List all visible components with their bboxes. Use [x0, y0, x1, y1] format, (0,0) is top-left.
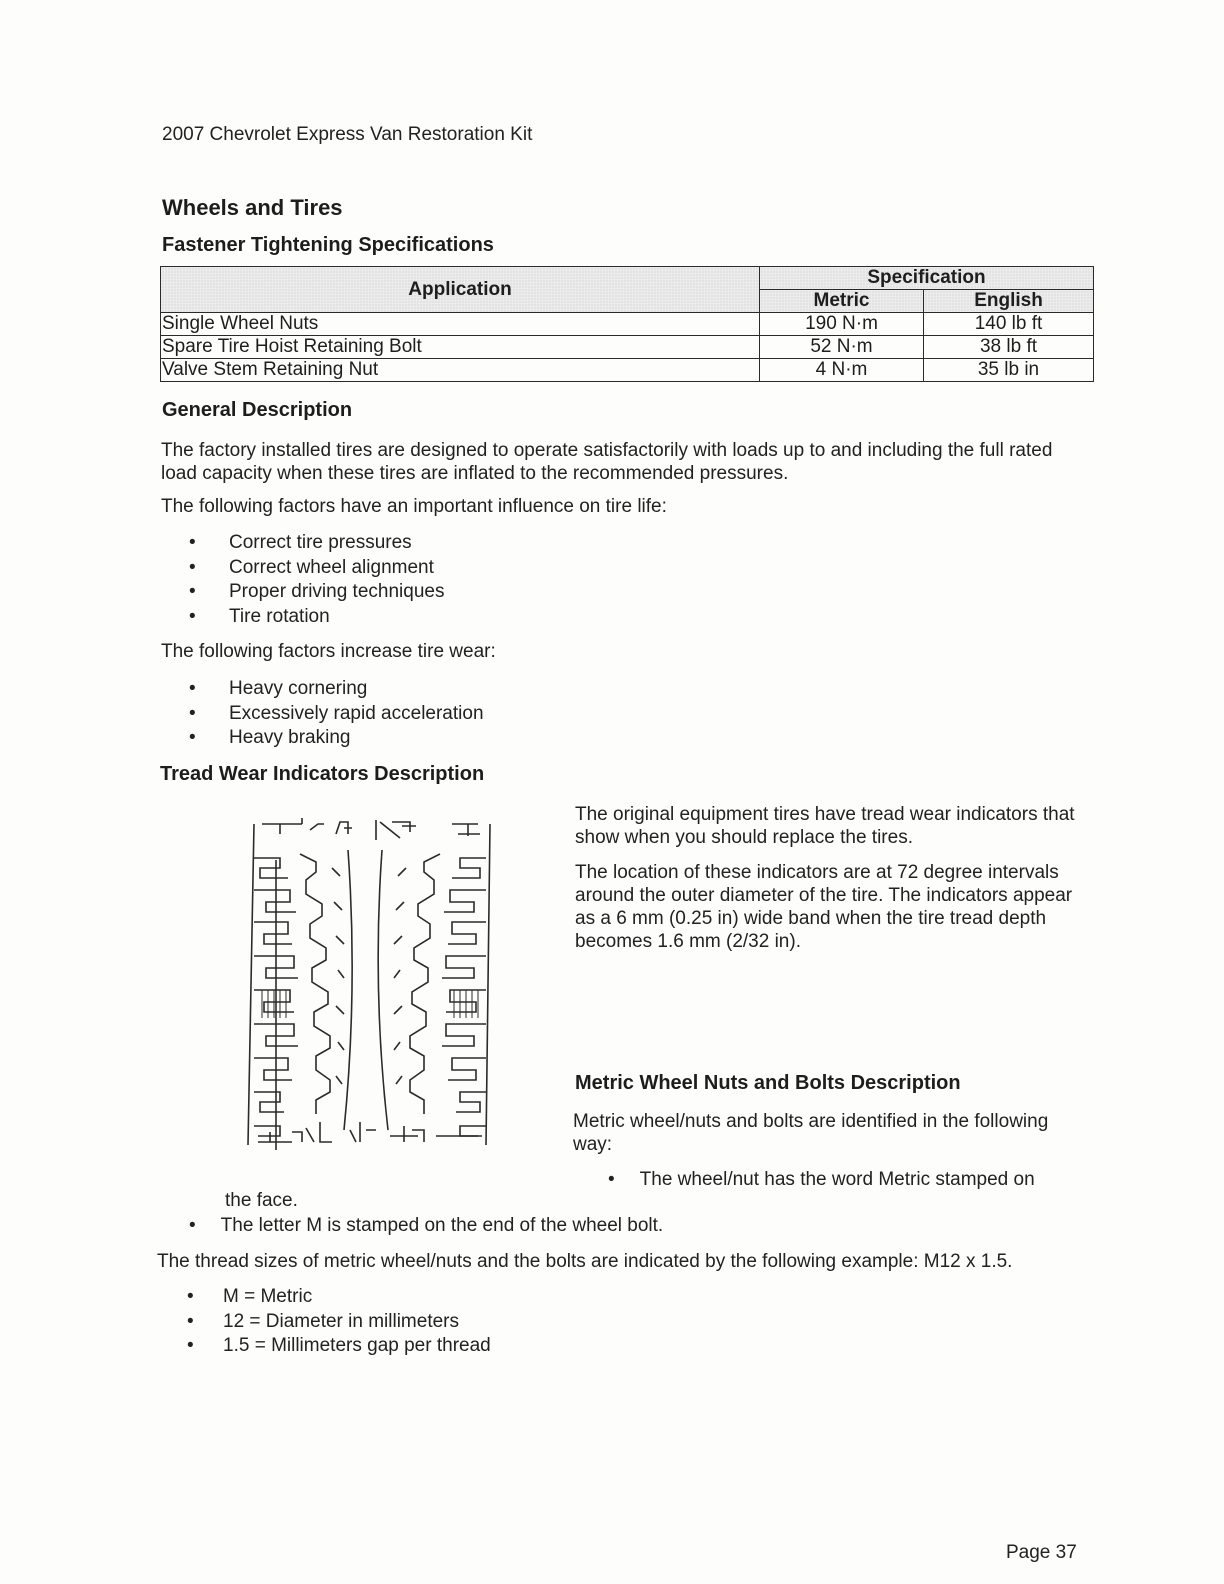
column-header-application: Application — [161, 267, 760, 313]
section-heading-general-description: General Description — [162, 399, 353, 421]
tread-paragraph-1: The original equipment tires have tread wear indicators that show when you should replace the tires. — [575, 804, 1075, 848]
list-item: • Tire rotation — [189, 605, 444, 630]
bullet-dot: • — [608, 1169, 615, 1190]
metric-intro: Metric wheel/nuts and bolts are identified in the following way: — [573, 1111, 1049, 1155]
table-row — [161, 359, 1094, 382]
table-cell-english: 38 lb ft — [924, 336, 1094, 359]
list-item: • 1.5 = Millimeters gap per thread — [187, 1334, 491, 1359]
table-cell-metric: 190 N·m — [760, 313, 924, 336]
general-paragraph-1: The factory installed tires are designed to operate satisfactorily with loads up to and including the full rated load capacity when these tires are inflated to the recommended pressures. — [161, 440, 1053, 484]
fastener-spec-table — [160, 266, 1094, 382]
metric-bullet-2-text: The letter M is stamped on the end of the wheel bolt. — [220, 1215, 664, 1236]
general-paragraph-2: The following factors have an important influence on tire life: — [161, 496, 667, 517]
tire-tread-illustration — [240, 810, 500, 1160]
metric-bullet-1-text: The wheel/nut has the word Metric stamped on — [639, 1169, 1035, 1190]
table-cell-application: Single Wheel Nuts — [161, 313, 760, 336]
list-item: • Heavy braking — [189, 726, 484, 751]
metric-bullet-1-continuation: the face. — [225, 1190, 298, 1211]
page-number: Page 37 — [1006, 1542, 1077, 1563]
section-heading-metric-nuts-bolts: Metric Wheel Nuts and Bolts Description — [575, 1072, 961, 1094]
tire-wear-factor-list — [189, 677, 484, 751]
metric-bullet-2 — [189, 1214, 663, 1237]
metric-bullet-1 — [608, 1168, 1035, 1191]
section-heading-tread-wear: Tread Wear Indicators Description — [160, 763, 485, 785]
column-header-metric: Metric — [760, 290, 924, 313]
table-cell-metric: 52 N·m — [760, 336, 924, 359]
list-item: • 12 = Diameter in millimeters — [187, 1310, 491, 1335]
column-header-specification: Specification — [760, 267, 1094, 290]
table-cell-application: Spare Tire Hoist Retaining Bolt — [161, 336, 760, 359]
list-item: • Heavy cornering — [189, 677, 484, 702]
thread-size-paragraph: The thread sizes of metric wheel/nuts and the bolts are indicated by the following example: M12 x 1.5. — [157, 1251, 1013, 1272]
table-cell-english: 140 lb ft — [924, 313, 1094, 336]
document-title: 2007 Chevrolet Express Van Restoration Kit — [162, 124, 533, 145]
table-cell-english: 35 lb in — [924, 359, 1094, 382]
tire-life-factor-list — [189, 531, 444, 629]
general-paragraph-3: The following factors increase tire wear: — [161, 641, 496, 662]
list-item: • Proper driving techniques — [189, 580, 444, 605]
table-cell-application: Valve Stem Retaining Nut — [161, 359, 760, 382]
table-row — [161, 313, 1094, 336]
thread-size-list — [187, 1285, 491, 1359]
tread-paragraph-2: The location of these indicators are at 72 degree intervals around the outer diameter of the tire. The indicators appear as a 6 mm (0.25 in) wide band when the tire tread depth becomes 1.6 mm (2/32 in). — [575, 862, 1073, 952]
list-item: • Excessively rapid acceleration — [189, 702, 484, 727]
list-item: • M = Metric — [187, 1285, 491, 1310]
column-header-english: English — [924, 290, 1094, 313]
section-heading-wheels-tires: Wheels and Tires — [162, 195, 343, 220]
table-cell-metric: 4 N·m — [760, 359, 924, 382]
table-row — [161, 336, 1094, 359]
list-item: • Correct tire pressures — [189, 531, 444, 556]
bullet-dot: • — [189, 1215, 196, 1236]
section-heading-fastener-specs: Fastener Tightening Specifications — [162, 234, 494, 256]
list-item: • Correct wheel alignment — [189, 556, 444, 581]
